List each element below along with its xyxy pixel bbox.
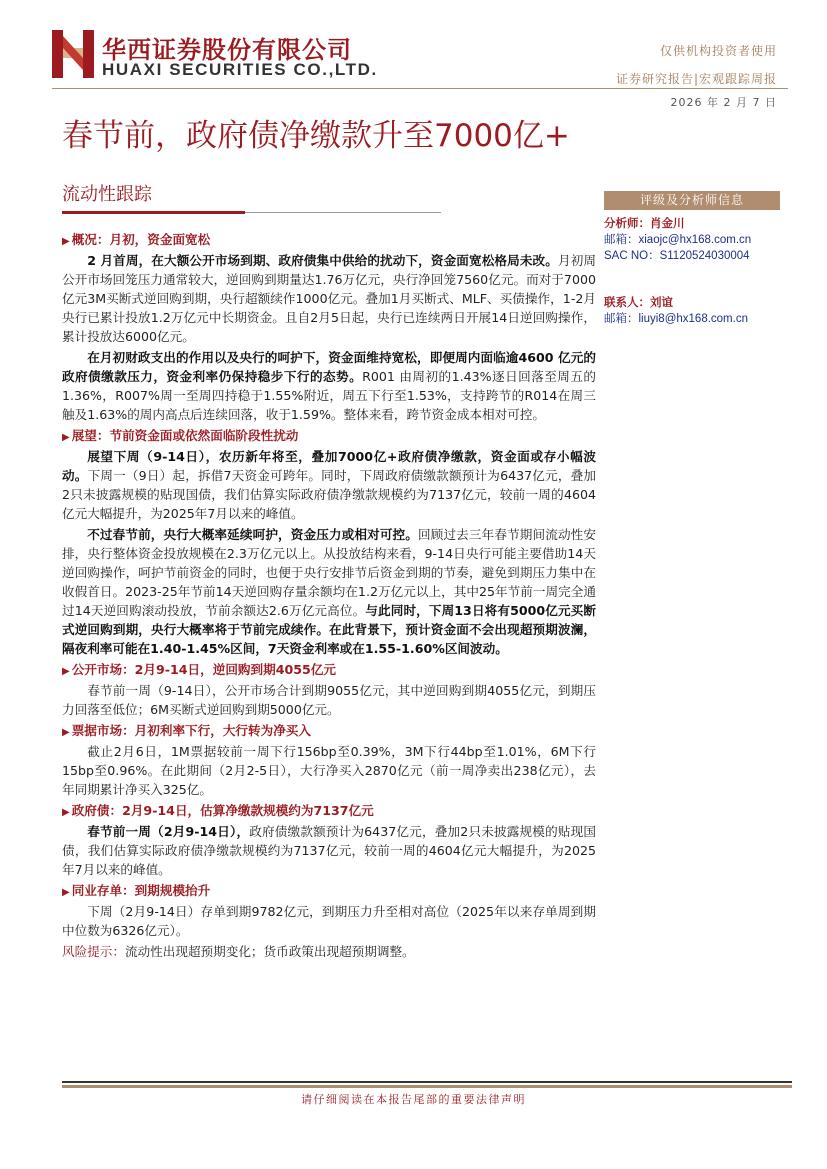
page-title: 春节前，政府债净缴款升至7000亿+ bbox=[62, 118, 570, 154]
paragraph-bill-market: 截止2月6日，1M票据较前一周下行156bp至0.39%，3M下行44bp至1.01%，6M下行15bp至0.96%。在此期间（2月2-5日），大行净买入2870亿元（前一周净卖出238亿元），去年同期累计净买入325亿。 bbox=[62, 744, 596, 797]
analyst-email[interactable]: xiaojc@hx168.com.cn bbox=[638, 234, 752, 246]
paragraph-overview-1 bbox=[62, 251, 596, 346]
heading-open-market bbox=[62, 660, 596, 681]
triangle-arrow-icon: ▶ bbox=[62, 432, 70, 443]
footer-rule-tan bbox=[62, 1085, 792, 1088]
analyst-email-label: 邮箱： bbox=[604, 232, 639, 246]
footer-rule-dark bbox=[62, 1081, 792, 1083]
paragraph-open-market: 春节前一周（9-14日），公开市场合计到期9055亿元，其中逆回购到期4055亿元，到期压力回落至低位；6M买断式逆回购到期5000亿元。 bbox=[62, 683, 596, 717]
section-title: 流动性跟踪 bbox=[62, 184, 152, 205]
contact-email[interactable]: liuyi8@hx168.com.cn bbox=[638, 313, 748, 325]
paragraph-outlook-1 bbox=[62, 447, 596, 523]
heading-outlook-text: 展望：节前资金面或依然面临阶段性扰动 bbox=[71, 428, 299, 443]
analyst-sidebar bbox=[604, 191, 780, 327]
section-rule bbox=[245, 212, 441, 213]
triangle-arrow-icon: ▶ bbox=[62, 236, 70, 247]
heading-open-market-text: 公开市场：2月9-14日，逆回购到期4055亿元 bbox=[71, 662, 336, 677]
heading-bill-market bbox=[62, 721, 596, 742]
paragraph-gov-bonds-text: 政府债缴款额预计为6437亿元，叠加2只未披露规模的贴现国债，我们估算实际政府债净缴款规模约为7137亿元，较前一周的4604亿元大幅提升，为2025年7月以来的峰值。 bbox=[62, 824, 596, 877]
triangle-arrow-icon: ▶ bbox=[62, 887, 70, 898]
paragraph-outlook-2-lead: 不过春节前，央行大概率延续呵护，资金压力或相对可控。 bbox=[87, 527, 418, 542]
paragraph-overview-2 bbox=[62, 348, 596, 424]
risk-text: 流动性出现超预期变化；货币政策出现超预期调整。 bbox=[124, 944, 415, 959]
company-name-en: HUAXI SECURITIES CO.,LTD. bbox=[102, 60, 378, 79]
analyst-sac-no: SAC NO：S1120524030004 bbox=[604, 250, 750, 262]
heading-bill-market-text: 票据市场：月初利率下行，大行转为净买入 bbox=[71, 723, 311, 738]
risk-notice bbox=[62, 942, 596, 961]
contact-email-label: 邮箱： bbox=[604, 311, 639, 325]
triangle-arrow-icon: ▶ bbox=[62, 807, 70, 818]
paragraph-outlook-2-text: 回顾过去三年春节期间流动性安排，央行整体资金投放规模在2.3万亿元以上。从投放结构来看，9-14日央行可能主要借助14天逆回购操作，呵护节前资金的同时，也便于央行安排节后资金到期的节奏，避免到期压力集中在收假首日。2023-25年节前14天逆回购存量余额均在1.2万亿元以上，其中25年节前一周完全通过14天逆回购滚动投放，节前余额达2.6万亿元高位。 bbox=[62, 527, 597, 618]
paragraph-ncd: 下周（2月9-14日）存单到期9782亿元，到期压力升至相对高位（2025年以来存单周到期中位数为6326亿元）。 bbox=[62, 904, 596, 938]
contact-email-row bbox=[604, 310, 780, 327]
heading-ncd-text: 同业存单：到期规模抬升 bbox=[71, 883, 211, 898]
paragraph-gov-bonds bbox=[62, 822, 596, 879]
analyst-email-row bbox=[604, 231, 780, 248]
paragraph-overview-1-lead: 2 月首周，在大额公开市场到期、政府债集中供给的扰动下，资金面宽松格局未改。 bbox=[87, 253, 558, 268]
legal-disclaimer-link: 请仔细阅读在本报告尾部的重要法律声明 bbox=[301, 1093, 526, 1106]
contact-name: 联系人：刘谊 bbox=[604, 295, 673, 309]
heading-ncd bbox=[62, 881, 596, 902]
paragraph-outlook-2 bbox=[62, 525, 596, 658]
paragraph-overview-2-lead: 在月初财政支出的作用以及央行的呵护下，资金面维持宽松，即便周内面临逾4600 亿元的政府债缴款压力，资金利率仍保持稳步下行的态势。 bbox=[62, 350, 596, 384]
heading-overview-text: 概况：月初，资金面宽松 bbox=[71, 232, 211, 247]
report-date: 2026 年 2 月 7 日 bbox=[670, 96, 777, 109]
audience-notice: 仅供机构投资者使用 bbox=[659, 44, 777, 58]
report-body bbox=[62, 230, 596, 961]
paragraph-overview-2-text: R001 由周初的1.43%逐日回落至周五的1.36%，R007%周一至周四持稳于1.55%附近，周五下行至1.53%，支持跨节的R014在周三触及1.63%的周内高点后连续回落，收于1.59%。整体来看，跨节资金成本相对可控。 bbox=[62, 369, 596, 422]
paragraph-outlook-1-lead: 展望下周（9-14日），农历新年将至，叠加7000亿+政府债净缴款，资金面或存小幅波动。 bbox=[62, 449, 596, 483]
company-name-cn: 华西证券股份有限公司 bbox=[102, 36, 352, 64]
analyst-name: 分析师：肖金川 bbox=[604, 216, 685, 230]
heading-overview bbox=[62, 230, 596, 251]
paragraph-overview-1-text: 月初周公开市场回笼压力通常较大，逆回购到期量达1.76万亿元，央行净回笼7560亿元。而对于7000亿元3M买断式逆回购到期，央行超额续作1000亿元。叠加1月买断式、MLF、买债操作，1-2月央行已累计投放1.2万亿元中长期资金。且自2月5日起，央行已连续两日开展14日逆回购操作，累计投放达6000亿元。 bbox=[62, 253, 596, 344]
triangle-arrow-icon: ▶ bbox=[62, 727, 70, 738]
paragraph-outlook-1-text: 下周一（9日）起，拆借7天资金可跨年。同时，下周政府债缴款额预计为6437亿元，叠加2只未披露规模的贴现国债，我们估算实际政府债净缴款规模约为7137亿元，较前一周的4604亿元大幅提升，为2025年7月以来的峰值。 bbox=[62, 468, 597, 521]
paragraph-gov-bonds-lead: 春节前一周（2月9-14日）， bbox=[87, 824, 250, 839]
sidebar-heading: 评级及分析师信息 bbox=[604, 191, 780, 210]
report-type: 证券研究报告|宏观跟踪周报 bbox=[615, 72, 777, 86]
paragraph-outlook-2-conclusion: 与此同时，下周13日将有5000亿元买断式逆回购到期，央行大概率将于节前完成续作。在此背景下，预计资金面不会出现超预期波澜，隔夜利率可能在1.40-1.45%区间，7天资金利率或在1.55-1.60%区间波动。 bbox=[62, 603, 596, 656]
header-divider bbox=[52, 88, 788, 89]
triangle-arrow-icon: ▶ bbox=[62, 666, 70, 677]
section-underline bbox=[62, 211, 245, 214]
heading-outlook bbox=[62, 426, 596, 447]
heading-gov-bonds-text: 政府债：2月9-14日，估算净缴款规模约为7137亿元 bbox=[71, 803, 374, 818]
heading-gov-bonds bbox=[62, 801, 596, 822]
risk-label: 风险提示： bbox=[62, 944, 125, 959]
huaxi-logo-icon bbox=[52, 30, 94, 78]
